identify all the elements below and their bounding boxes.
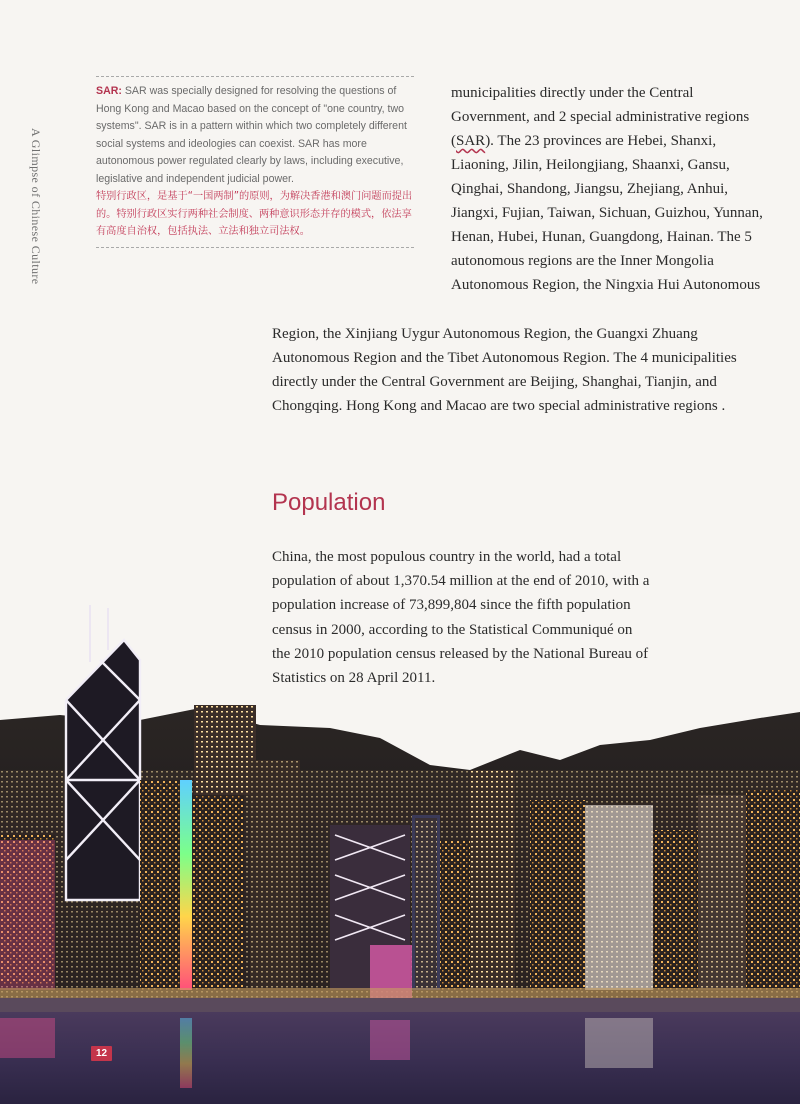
running-title: A Glimpse of Chinese Culture: [29, 128, 43, 285]
population-heading: Population: [272, 489, 386, 516]
hong-kong-skyline-photo: [0, 600, 800, 1104]
regions-paragraph-top: [451, 81, 773, 297]
regions-paragraph-bottom: Region, the Xinjiang Uygur Autonomous Region, the Guangxi Zhuang Autonomous Region and the Tibet Autonomous Region. The 4 municipalities directly under the Central Government are Beijing, Shanghai, Tianjin, and Chongqing. Hong Kong and Macao are two special administrative regions .: [272, 326, 737, 414]
sar-chinese-text: 特别行政区，是基于“一国两制”的原则，为解决香港和澳门问题而提出的。特别行政区实行两种社会制度、两种意识形态并存的模式，依法享有高度自治权，包括执法、立法和独立司法权。: [96, 191, 413, 237]
sar-sidebar-note: [96, 76, 414, 248]
sar-english-text: SAR was specially designed for resolving the questions of Hong Kong and Macao based on the concept of "one country, two systems". SAR is in a pattern within which two completely different social systems and ideologies can coexist. SAR has more autonomous power regulated clearly by laws, including executive, legislative and independent judicial power.: [96, 85, 407, 185]
page-number: 12: [91, 1046, 112, 1061]
sar-term: SAR:: [96, 85, 122, 97]
regions-text-part1: municipalities directly under the Central Government, and 2 special administrative regions (: [451, 85, 750, 149]
regions-text-part2: ). The 23 provinces are Hebei, Shanxi, Liaoning, Jilin, Heilongjiang, Shaanxi, Gansu, Qinghai, Shandong, Jiangsu, Zhejiang, Anhui, Jiangxi, Fujian, Taiwan, Sichuan, Guizhou, Yunnan, Henan, Hubei, Hunan, Guangdong, Hainan. The 5 autonomous regions are the Inner Mongolia Autonomous Region, the Ningxia Hui Autonomous: [451, 133, 763, 293]
sar-glossary-link[interactable]: SAR: [456, 133, 486, 149]
population-paragraph: China, the most populous country in the world, had a total population of about 1,370.54 million at the end of 2010, with a population increase of 73,899,804 since the fifth population census in 2000, according to the Statistical Communiqué on the 2010 population census released by the National Bureau of Statistics on 28 April 2011.: [272, 549, 650, 687]
